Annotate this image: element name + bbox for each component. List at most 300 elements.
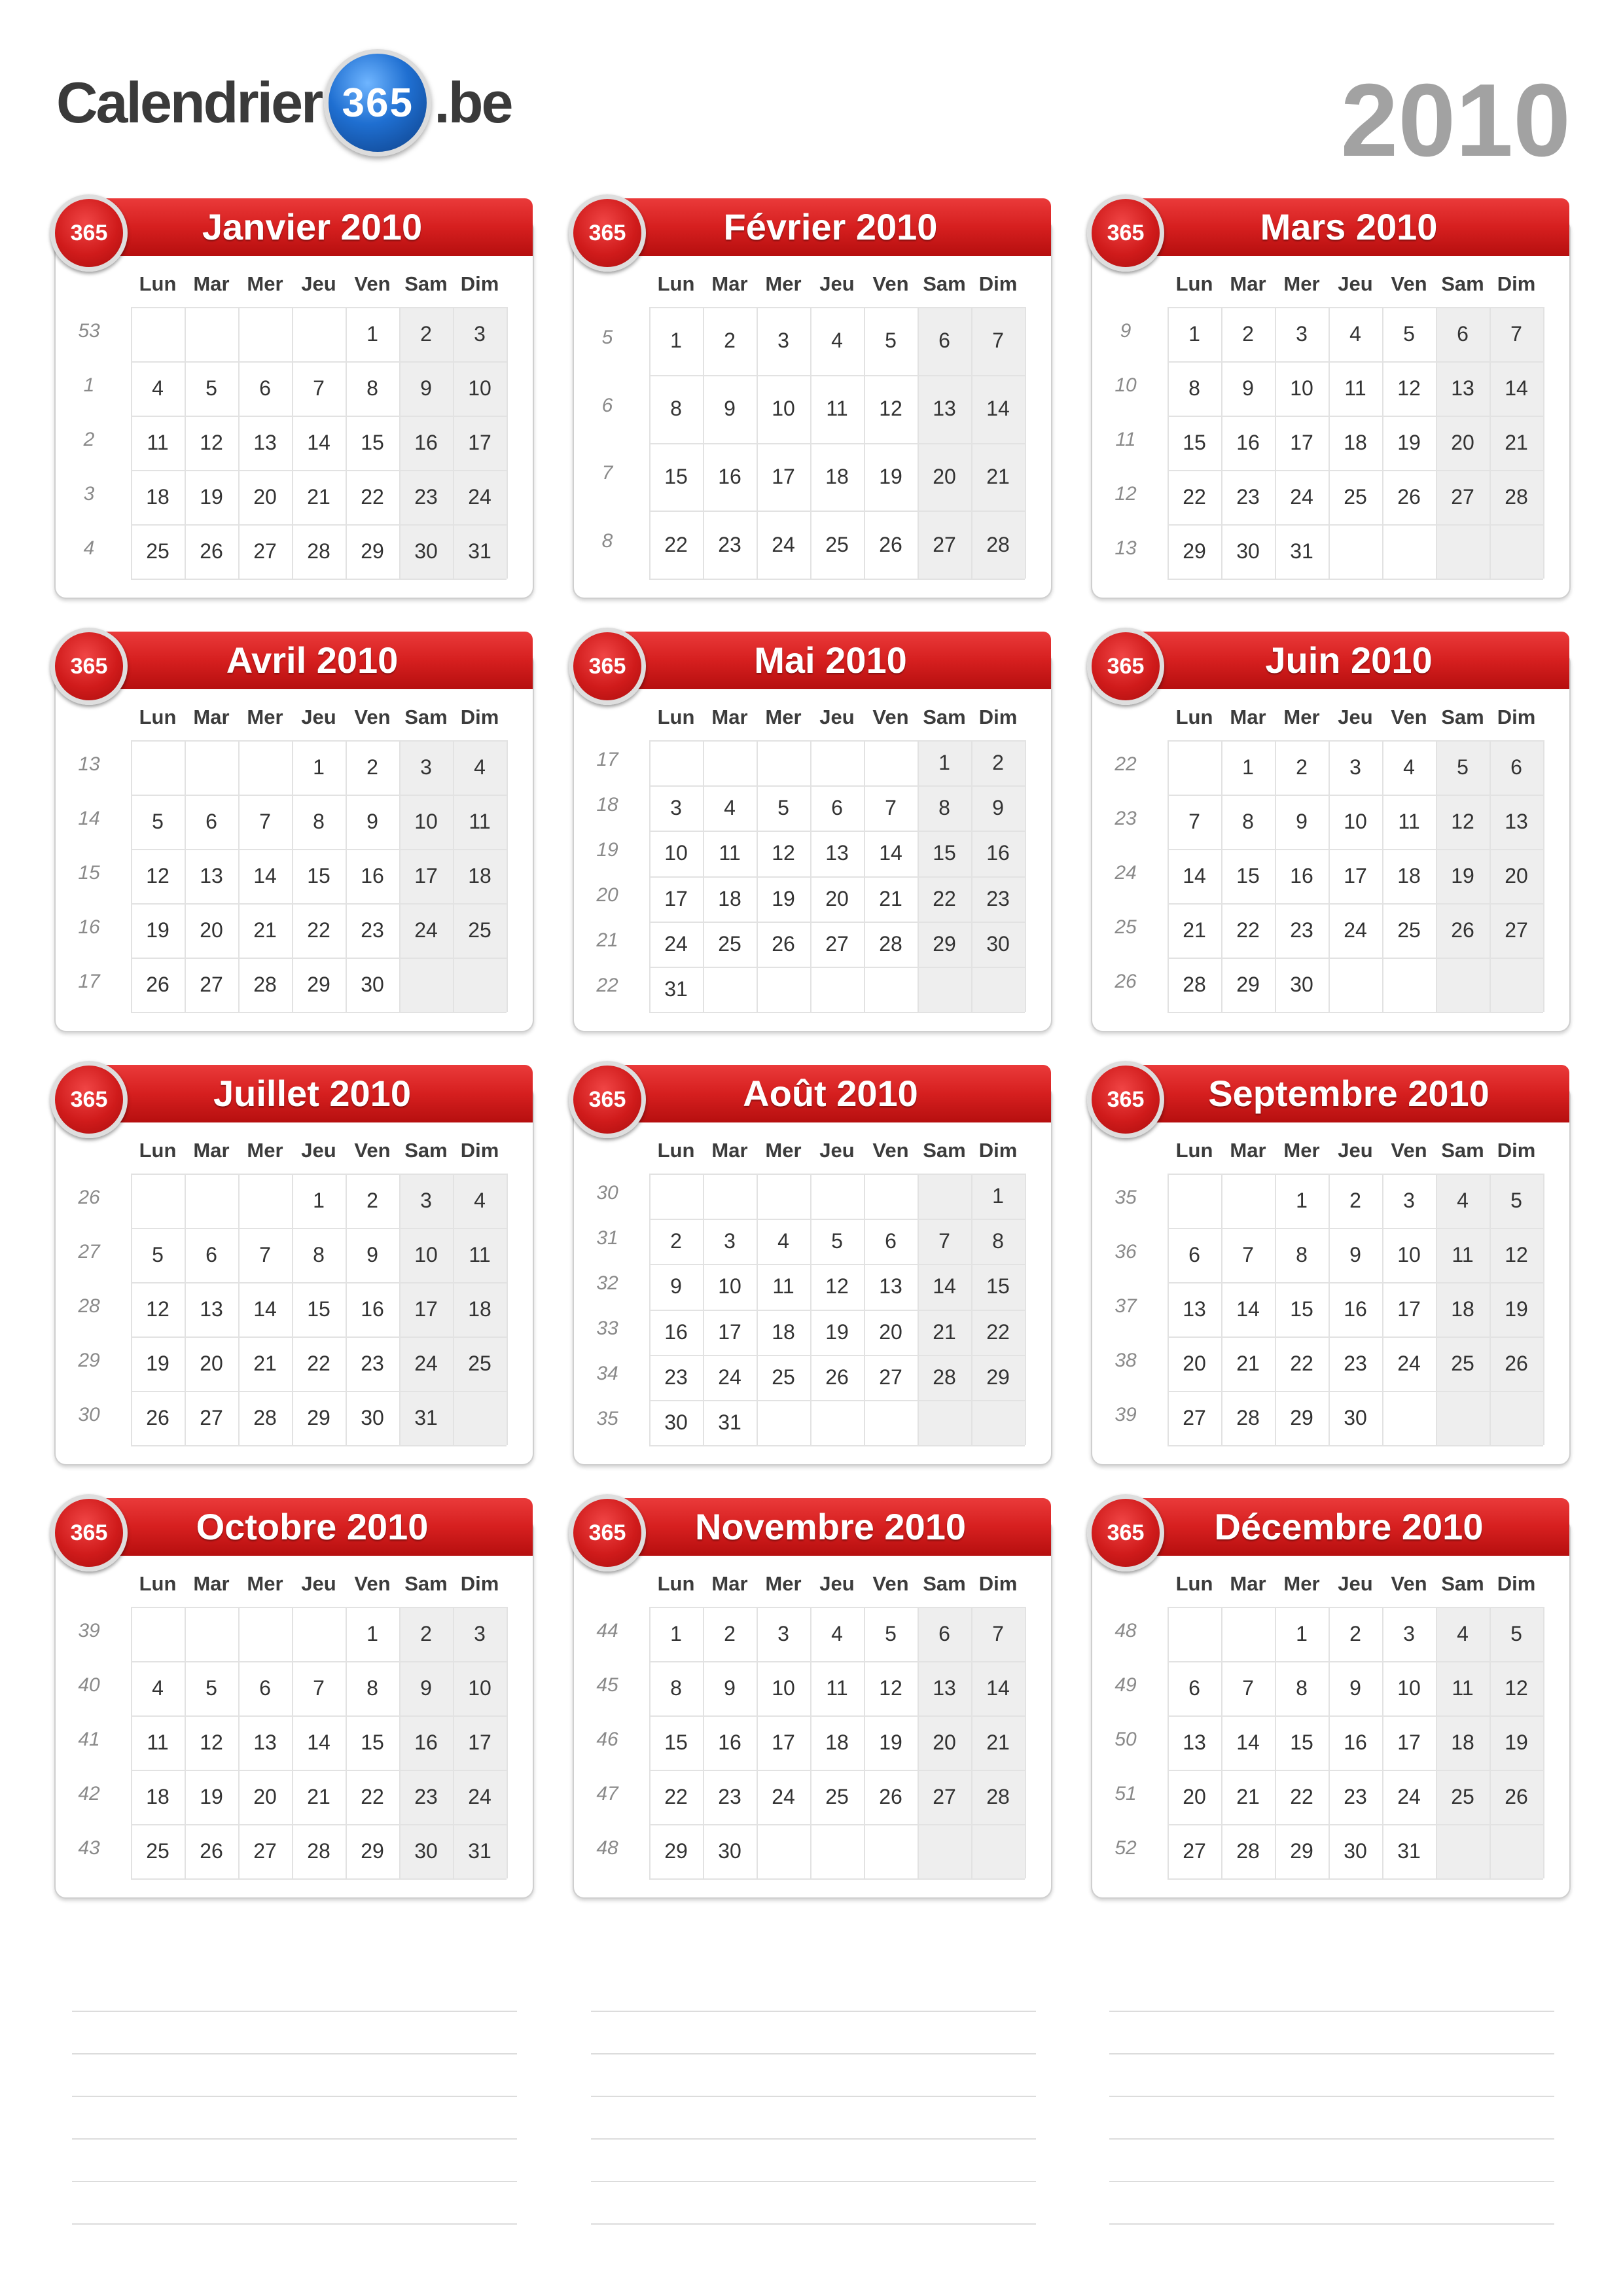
weekday-header: Sam (1441, 1139, 1484, 1162)
day-cell: 16 (718, 1731, 741, 1754)
weekday-header: Sam (1441, 706, 1484, 728)
day-cell: 3 (420, 1189, 432, 1212)
day-cell: 7 (1510, 322, 1522, 346)
day-cell: 29 (986, 1365, 1010, 1389)
day-cell: 3 (670, 796, 682, 820)
day-cell: 6 (205, 1243, 217, 1266)
weekday-header: Mar (711, 706, 748, 728)
day-cell: 23 (1344, 1352, 1367, 1375)
weekday-header: Mer (765, 706, 802, 728)
day-cell: 9 (366, 1243, 378, 1266)
day-cell: 14 (307, 1731, 330, 1754)
month-card (573, 632, 1051, 1031)
day-cell: 13 (200, 1297, 223, 1321)
day-cell: 29 (664, 1839, 688, 1863)
day-cell: 21 (933, 1319, 956, 1344)
weekday-header: Ven (872, 1139, 909, 1162)
day-grid (649, 1607, 1029, 1878)
weekday-header: Dim (460, 1139, 499, 1162)
week-number: 43 (78, 1837, 100, 1859)
day-grid (1168, 307, 1547, 579)
day-cell: 22 (664, 532, 688, 556)
365-badge-icon: 365 (569, 194, 646, 272)
day-cell: 15 (1236, 864, 1260, 888)
weekday-header: Jeu (819, 1139, 855, 1162)
day-cell: 26 (879, 532, 902, 556)
day-cell: 21 (307, 485, 330, 509)
365-badge-icon: 365 (50, 1061, 128, 1138)
day-cell: 27 (253, 1839, 277, 1863)
day-cell: 30 (361, 1406, 384, 1429)
month-card (1091, 198, 1569, 598)
day-cell: 14 (253, 864, 277, 888)
365-badge-icon: 365 (569, 628, 646, 705)
day-cell: 10 (664, 841, 688, 865)
note-line (72, 2181, 517, 2182)
weekday-header: Ven (1391, 1139, 1427, 1162)
day-cell: 23 (1236, 485, 1260, 509)
day-cell: 29 (933, 931, 956, 956)
weekday-header: Dim (978, 706, 1018, 728)
week-number: 21 (596, 929, 618, 952)
day-cell: 14 (1505, 376, 1528, 400)
weekday-header: Lun (139, 1572, 177, 1595)
day-cell: 15 (361, 1731, 384, 1754)
day-cell: 24 (468, 485, 491, 509)
day-cell: 26 (146, 973, 169, 996)
day-cell: 6 (938, 329, 950, 353)
day-cell: 1 (1188, 322, 1200, 346)
day-cell: 23 (1290, 918, 1313, 942)
day-cell: 19 (146, 1352, 169, 1375)
weekday-header: Mar (1230, 1572, 1266, 1595)
week-number: 3 (83, 482, 95, 505)
day-cell: 11 (719, 841, 741, 865)
day-cell: 29 (361, 539, 384, 563)
month-title: Septembre 2010 (1128, 1065, 1569, 1122)
day-cell: 14 (986, 397, 1010, 421)
day-cell: 11 (1398, 810, 1420, 833)
day-cell: 4 (831, 1622, 843, 1645)
day-cell: 31 (664, 977, 688, 1001)
day-cell: 20 (1183, 1785, 1206, 1808)
week-number: 27 (78, 1240, 100, 1263)
day-cell: 1 (992, 1184, 1004, 1208)
weekday-header: Mar (193, 1139, 230, 1162)
week-number: 40 (78, 1674, 100, 1696)
grid-line (1168, 1445, 1543, 1446)
day-cell: 26 (200, 539, 223, 563)
weekday-header: Jeu (301, 1139, 336, 1162)
day-cell: 21 (307, 1785, 330, 1808)
note-line (1109, 2181, 1554, 2182)
day-cell: 4 (831, 329, 843, 353)
week-number: 24 (1115, 861, 1137, 884)
day-grid (1168, 740, 1547, 1012)
day-cell: 23 (361, 1352, 384, 1375)
day-cell: 19 (200, 485, 223, 509)
day-cell: 11 (826, 1676, 848, 1700)
note-line (591, 2011, 1036, 2012)
day-cell: 15 (1290, 1731, 1313, 1754)
day-cell: 26 (200, 1839, 223, 1863)
day-cell: 6 (885, 1229, 897, 1253)
day-cell: 3 (474, 322, 486, 346)
grid-line (649, 579, 1025, 580)
note-line (72, 2138, 517, 2140)
day-cell: 7 (1188, 810, 1200, 833)
day-cell: 18 (1451, 1297, 1474, 1321)
day-cell: 9 (420, 376, 432, 400)
day-cell: 25 (1397, 918, 1421, 942)
day-cell: 20 (200, 918, 223, 942)
weekday-header: Jeu (301, 272, 336, 295)
day-cell: 14 (933, 1274, 956, 1299)
day-cell: 27 (1183, 1406, 1206, 1429)
weekday-header: Lun (657, 272, 695, 295)
day-cell: 22 (986, 1319, 1010, 1344)
day-cell: 6 (259, 1676, 271, 1700)
day-grid (649, 740, 1029, 1012)
logo-prefix: Calendrier (56, 70, 322, 135)
day-cell: 10 (1344, 810, 1367, 833)
weekday-header: Sam (404, 272, 448, 295)
day-cell: 28 (1236, 1839, 1260, 1863)
day-cell: 5 (1510, 1622, 1522, 1645)
week-number: 35 (596, 1408, 618, 1430)
week-number: 11 (1115, 428, 1136, 450)
day-cell: 10 (468, 1676, 491, 1700)
weekday-header: Ven (872, 272, 909, 295)
day-cell: 23 (664, 1365, 688, 1389)
day-cell: 8 (938, 796, 950, 820)
day-cell: 12 (200, 1731, 223, 1754)
day-cell: 8 (366, 1676, 378, 1700)
day-cell: 2 (670, 1229, 682, 1253)
weekday-header: Lun (139, 1139, 177, 1162)
day-cell: 5 (205, 376, 217, 400)
day-cell: 6 (259, 376, 271, 400)
grid-line (1543, 307, 1544, 579)
day-cell: 16 (361, 1297, 384, 1321)
day-cell: 4 (1457, 1189, 1469, 1212)
month-card (573, 1498, 1051, 1898)
day-cell: 3 (474, 1622, 486, 1645)
day-cell: 20 (933, 464, 956, 488)
day-cell: 9 (1349, 1243, 1361, 1266)
weekday-header: Jeu (301, 1572, 336, 1595)
day-cell: 4 (474, 1189, 486, 1212)
day-cell: 17 (468, 1731, 491, 1754)
day-cell: 3 (777, 1622, 789, 1645)
day-cell: 19 (146, 918, 169, 942)
day-cell: 8 (366, 376, 378, 400)
day-cell: 21 (253, 918, 277, 942)
grid-line (131, 1878, 507, 1880)
week-number: 48 (596, 1837, 618, 1859)
day-cell: 18 (146, 485, 169, 509)
day-cell: 15 (933, 841, 956, 865)
week-number: 29 (78, 1349, 100, 1371)
weekday-header: Mer (247, 272, 283, 295)
day-cell: 10 (718, 1274, 741, 1299)
weekday-header: Mer (247, 1139, 283, 1162)
weekday-header: Mar (1230, 272, 1266, 295)
day-cell: 31 (468, 1839, 491, 1863)
day-cell: 2 (1349, 1622, 1361, 1645)
grid-line (649, 1012, 1025, 1013)
day-cell: 13 (879, 1274, 902, 1299)
day-cell: 17 (468, 431, 491, 454)
month-title: Juillet 2010 (92, 1065, 533, 1122)
day-cell: 28 (1505, 485, 1528, 509)
day-cell: 15 (307, 1297, 330, 1321)
day-cell: 25 (772, 1365, 795, 1389)
day-cell: 10 (772, 397, 795, 421)
year-title: 2010 (1340, 63, 1571, 178)
day-cell: 16 (1344, 1297, 1367, 1321)
day-cell: 17 (1397, 1731, 1421, 1754)
day-cell: 26 (1451, 918, 1474, 942)
day-cell: 22 (1236, 918, 1260, 942)
grid-line (1168, 1878, 1543, 1880)
day-cell: 26 (1397, 485, 1421, 509)
day-cell: 28 (307, 1839, 330, 1863)
note-line (72, 2011, 517, 2012)
day-cell: 18 (468, 864, 491, 888)
day-cell: 10 (1290, 376, 1313, 400)
day-grid (131, 1174, 510, 1445)
day-cell: 30 (1236, 539, 1260, 563)
grid-line (1543, 1607, 1544, 1878)
grid-line (649, 1445, 1025, 1446)
day-cell: 13 (1451, 376, 1474, 400)
day-cell: 10 (468, 376, 491, 400)
week-number: 31 (596, 1227, 618, 1249)
day-cell: 31 (468, 539, 491, 563)
day-cell: 6 (1510, 755, 1522, 779)
day-cell: 31 (1290, 539, 1313, 563)
day-cell: 17 (718, 1319, 741, 1344)
weekday-header: Jeu (819, 706, 855, 728)
day-cell: 16 (361, 864, 384, 888)
day-cell: 18 (468, 1297, 491, 1321)
week-number: 18 (596, 793, 618, 816)
month-card (54, 1065, 533, 1465)
day-cell: 26 (879, 1785, 902, 1808)
day-cell: 30 (1344, 1839, 1367, 1863)
day-grid (131, 1607, 510, 1878)
day-cell: 7 (1242, 1243, 1254, 1266)
day-cell: 14 (307, 431, 330, 454)
weekday-header: Ven (872, 1572, 909, 1595)
day-cell: 20 (253, 1785, 277, 1808)
day-cell: 18 (718, 886, 741, 910)
grid-line (1543, 740, 1544, 1012)
week-number: 42 (78, 1782, 100, 1804)
day-cell: 29 (1183, 539, 1206, 563)
grid-line (1025, 1607, 1026, 1878)
day-cell: 17 (1397, 1297, 1421, 1321)
day-cell: 10 (772, 1676, 795, 1700)
day-cell: 12 (1451, 810, 1474, 833)
week-number: 1 (83, 374, 95, 396)
weekday-header: Sam (404, 1139, 448, 1162)
day-cell: 1 (313, 1189, 325, 1212)
grid-line (507, 1607, 508, 1878)
day-cell: 16 (414, 1731, 438, 1754)
day-cell: 7 (992, 1622, 1004, 1645)
weekday-header: Ven (354, 1572, 391, 1595)
day-cell: 24 (772, 1785, 795, 1808)
day-cell: 16 (986, 841, 1010, 865)
day-cell: 17 (772, 464, 795, 488)
day-cell: 22 (361, 485, 384, 509)
note-line (72, 2096, 517, 2097)
day-cell: 30 (1344, 1406, 1367, 1429)
day-cell: 9 (724, 397, 736, 421)
day-cell: 11 (1452, 1243, 1474, 1266)
weekday-header: Mar (1230, 706, 1266, 728)
week-number: 26 (78, 1186, 100, 1208)
day-cell: 20 (1505, 864, 1528, 888)
weekday-header: Dim (1497, 1139, 1536, 1162)
note-line (72, 2053, 517, 2054)
day-cell: 7 (313, 1676, 325, 1700)
day-cell: 25 (468, 1352, 491, 1375)
day-cell: 20 (879, 1319, 902, 1344)
day-cell: 20 (933, 1731, 956, 1754)
day-cell: 23 (718, 1785, 741, 1808)
month-card (573, 198, 1051, 598)
note-line (1109, 2053, 1554, 2054)
365-badge-icon: 365 (569, 1061, 646, 1138)
day-cell: 2 (1349, 1189, 1361, 1212)
day-cell: 23 (361, 918, 384, 942)
day-cell: 7 (259, 1243, 271, 1266)
day-cell: 30 (986, 931, 1010, 956)
weekday-header: Lun (1175, 1139, 1213, 1162)
day-cell: 28 (986, 1785, 1010, 1808)
day-cell: 6 (1188, 1676, 1200, 1700)
day-cell: 17 (1290, 431, 1313, 454)
month-title: Mai 2010 (610, 632, 1051, 689)
week-number: 41 (78, 1728, 100, 1750)
day-cell: 12 (200, 431, 223, 454)
weekday-header: Jeu (1338, 706, 1373, 728)
day-cell: 23 (1344, 1785, 1367, 1808)
day-cell: 27 (200, 1406, 223, 1429)
weekday-header: Jeu (1338, 272, 1373, 295)
week-number: 4 (83, 537, 95, 559)
day-cell: 1 (1296, 1189, 1308, 1212)
week-number: 35 (1115, 1186, 1137, 1208)
day-cell: 4 (152, 376, 164, 400)
day-cell: 7 (259, 810, 271, 833)
day-cell: 3 (1296, 322, 1308, 346)
day-cell: 14 (1236, 1297, 1260, 1321)
day-cell: 3 (1403, 1189, 1415, 1212)
day-cell: 2 (420, 322, 432, 346)
grid-line (1025, 307, 1026, 579)
day-cell: 13 (200, 864, 223, 888)
day-cell: 11 (147, 431, 169, 454)
grid-line (131, 579, 507, 580)
weekday-header: Mer (1283, 272, 1320, 295)
day-cell: 9 (1242, 376, 1254, 400)
day-cell: 31 (414, 1406, 438, 1429)
day-cell: 4 (724, 796, 736, 820)
day-cell: 9 (366, 810, 378, 833)
day-cell: 20 (825, 886, 849, 910)
note-line (591, 2223, 1036, 2225)
day-cell: 29 (1236, 973, 1260, 996)
day-cell: 15 (664, 464, 688, 488)
day-cell: 7 (992, 329, 1004, 353)
grid-line (1168, 1012, 1543, 1013)
week-number: 17 (78, 970, 100, 992)
note-line (72, 2223, 517, 2225)
day-cell: 24 (1290, 485, 1313, 509)
weekday-header: Dim (1497, 1572, 1536, 1595)
week-number: 20 (596, 884, 618, 906)
day-cell: 25 (1451, 1785, 1474, 1808)
day-cell: 27 (1451, 485, 1474, 509)
day-cell: 27 (933, 532, 956, 556)
grid-line (649, 967, 1025, 968)
weekday-header: Lun (1175, 272, 1213, 295)
day-cell: 18 (1397, 864, 1421, 888)
day-cell: 2 (366, 1189, 378, 1212)
weekday-header: Sam (923, 272, 966, 295)
day-cell: 29 (361, 1839, 384, 1863)
day-cell: 24 (1397, 1352, 1421, 1375)
day-cell: 21 (1505, 431, 1528, 454)
note-line (591, 2096, 1036, 2097)
day-cell: 12 (1397, 376, 1421, 400)
day-cell: 25 (468, 918, 491, 942)
weekday-header: Jeu (1338, 1572, 1373, 1595)
day-cell: 16 (718, 464, 741, 488)
day-cell: 2 (420, 1622, 432, 1645)
day-cell: 24 (414, 1352, 438, 1375)
weekday-header: Ven (872, 706, 909, 728)
day-cell: 6 (938, 1622, 950, 1645)
day-cell: 26 (1505, 1785, 1528, 1808)
day-cell: 28 (307, 539, 330, 563)
day-cell: 21 (1236, 1352, 1260, 1375)
day-cell: 27 (200, 973, 223, 996)
grid-line (1168, 579, 1543, 580)
weekday-header: Ven (1391, 1572, 1427, 1595)
month-title: Décembre 2010 (1128, 1498, 1569, 1556)
day-cell: 8 (1296, 1676, 1308, 1700)
day-cell: 19 (1397, 431, 1421, 454)
week-number: 52 (1115, 1837, 1137, 1859)
day-cell: 13 (933, 1676, 956, 1700)
day-cell: 26 (1505, 1352, 1528, 1375)
weekday-header: Lun (139, 706, 177, 728)
grid-line (1543, 1174, 1544, 1445)
day-cell: 24 (468, 1785, 491, 1808)
month-title: Août 2010 (610, 1065, 1051, 1122)
note-line (591, 2138, 1036, 2140)
day-cell: 10 (1397, 1243, 1421, 1266)
week-number: 53 (78, 319, 100, 342)
month-card (54, 198, 533, 598)
day-cell: 29 (307, 1406, 330, 1429)
weekday-header: Mer (765, 272, 802, 295)
